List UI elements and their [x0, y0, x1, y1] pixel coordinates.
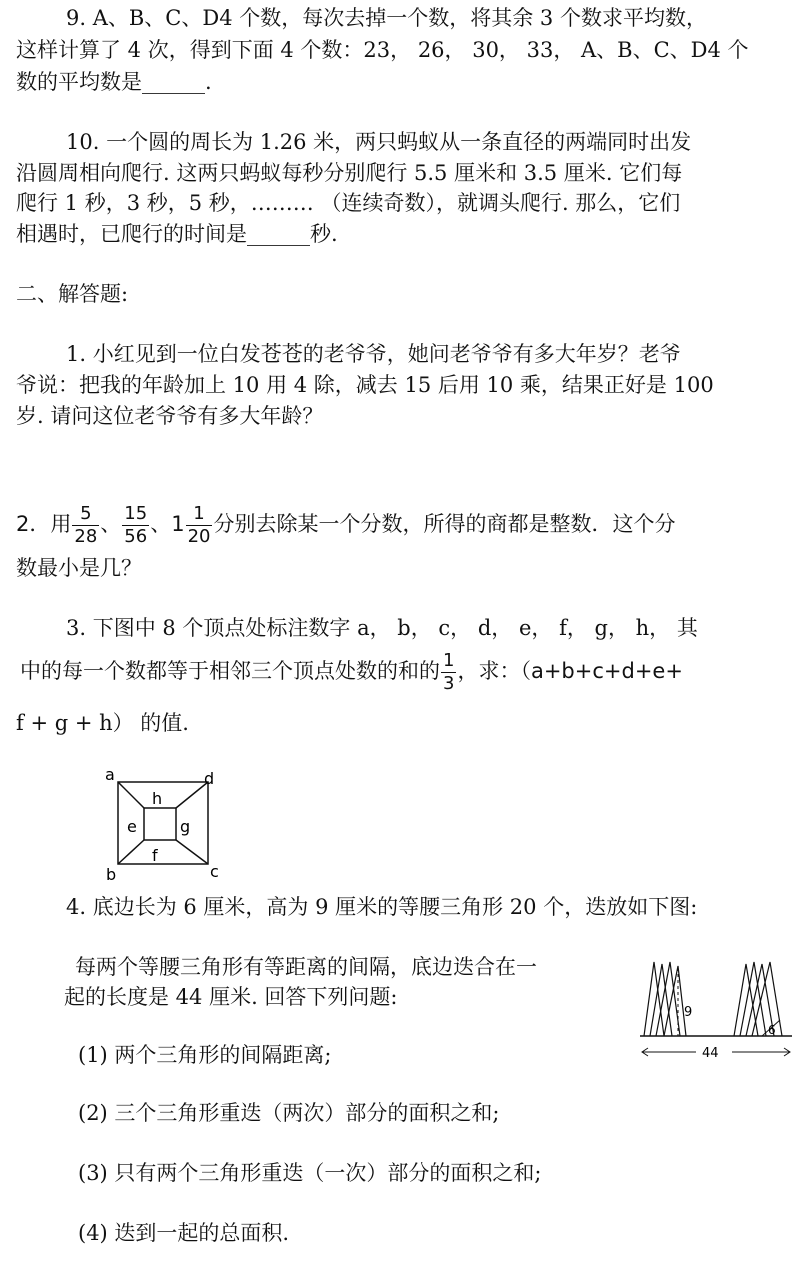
p3-line-3: f + g + h） 的值. — [16, 711, 189, 735]
q10-line-1: 10. 一个圆的周长为 1.26 米，两只蚂蚁从一条直径的两端同时出发 — [66, 130, 692, 154]
inner-square — [144, 808, 176, 840]
square-vertex-diagram — [98, 764, 226, 882]
q10-line-3: 爬行 1 秒，3 秒，5 秒，……… （连续奇数），就调头爬行. 那么，它们 — [16, 191, 681, 215]
p1-line-2: 爷说：把我的年龄加上 10 用 4 除，减去 15 后用 10 乘，结果正好是 100 — [16, 373, 714, 397]
p2-f2-denominator: 56 — [124, 525, 148, 547]
vertex-label-c: c — [210, 862, 219, 881]
q10-line-4: 相遇时，已爬行的时间是______秒. — [16, 222, 338, 246]
q9-line-3: 数的平均数是______. — [16, 70, 212, 94]
p2-fraction-1 — [72, 502, 99, 547]
p4-line-2: 每两个等腰三角形有等距离的间隔，底边迭合在一 — [75, 955, 537, 979]
height-label: 9 — [684, 1005, 693, 1020]
q10-line-2: 沿圆周相向爬行. 这两只蚂蚁每秒分别爬行 5.5 厘米和 3.5 厘米. 它们每 — [16, 161, 683, 185]
stacked-triangles-diagram — [636, 956, 796, 1062]
vertex-label-b: b — [106, 865, 117, 882]
p4-sub-3: (3) 只有两个三角形重迭（一次）部分的面积之和; — [78, 1161, 542, 1185]
edge-c-f — [176, 840, 208, 864]
p2-line-1 — [16, 500, 675, 548]
q9-line-1: 9. A、B、C、D4 个数，每次去掉一个数，将其余 3 个数求平均数， — [66, 6, 707, 30]
p4-line-1: 4. 底边长为 6 厘米，高为 9 厘米的等腰三角形 20 个，迭放如下图: — [66, 895, 698, 919]
p3-line-2-formula: ，求：（a+b+c+d+e+ — [457, 659, 683, 683]
p2-prefix: 2．用 — [16, 512, 72, 536]
p1-line-1: 1. 小红见到一位白发苍苍的老爷爷，她问老爷爷有多大年岁？老爷 — [66, 342, 681, 366]
p3-line-2 — [20, 648, 683, 694]
edge-a-h — [118, 782, 144, 808]
p4-sub-1: (1) 两个三角形的间隔距离; — [78, 1043, 332, 1067]
triangle-left-2 — [650, 964, 672, 1036]
p2-f2-numerator: 15 — [124, 502, 148, 524]
p4-sub-2: (2) 三个三角形重迭（两次）部分的面积之和; — [78, 1101, 500, 1125]
vertex-label-h: h — [152, 789, 163, 808]
length-label: 44 — [702, 1046, 719, 1061]
p2-suffix: 分别去除某一个分数，所得的商都是整数．这个分 — [213, 512, 676, 536]
p2-f1-numerator: 5 — [72, 505, 99, 526]
p2-fraction-2 — [122, 502, 149, 547]
p3-fraction — [441, 649, 456, 694]
vertex-label-a: a — [105, 765, 115, 784]
p2-sep-1: 、 — [100, 512, 122, 536]
p2-f3-denominator: 20 — [187, 525, 211, 547]
p4-sub-4: (4) 迭到一起的总面积. — [78, 1221, 290, 1245]
p1-line-3: 岁. 请问这位老爷爷有多大年龄？ — [16, 404, 324, 428]
p2-f3-numerator: 1 — [186, 505, 213, 526]
q9-line-2: 这样计算了 4 次，得到下面 4 个数：23， 26， 30， 33， A、B、C、D4 个 — [16, 38, 749, 62]
vertex-label-d: d — [204, 769, 215, 788]
p3-numerator: 1 — [443, 649, 455, 671]
p2-f1-denominator: 28 — [74, 525, 98, 547]
base-label: 6 — [768, 1023, 776, 1037]
vertex-label-f: f — [152, 846, 158, 865]
p4-line-3: 起的长度是 44 厘米. 回答下列问题: — [64, 985, 398, 1009]
p2-sep-2: 、 — [150, 512, 172, 536]
p2-f3-whole: 1 — [171, 512, 185, 536]
edge-b-e — [118, 840, 144, 864]
p3-denominator: 3 — [443, 672, 455, 694]
p2-line-2: 数最小是几？ — [16, 556, 142, 580]
vertex-label-g: g — [180, 817, 191, 836]
vertex-label-e: e — [127, 817, 137, 836]
p3-line-1: 3. 下图中 8 个顶点处标注数字 a， b， c， d， e， f， g， h， 其 — [66, 616, 698, 640]
section-heading: 二、解答题: — [16, 282, 129, 306]
p2-fraction-3 — [186, 502, 213, 547]
p3-line-2-text: 中的每一个数都等于相邻三个顶点处数的和的 — [20, 659, 440, 683]
